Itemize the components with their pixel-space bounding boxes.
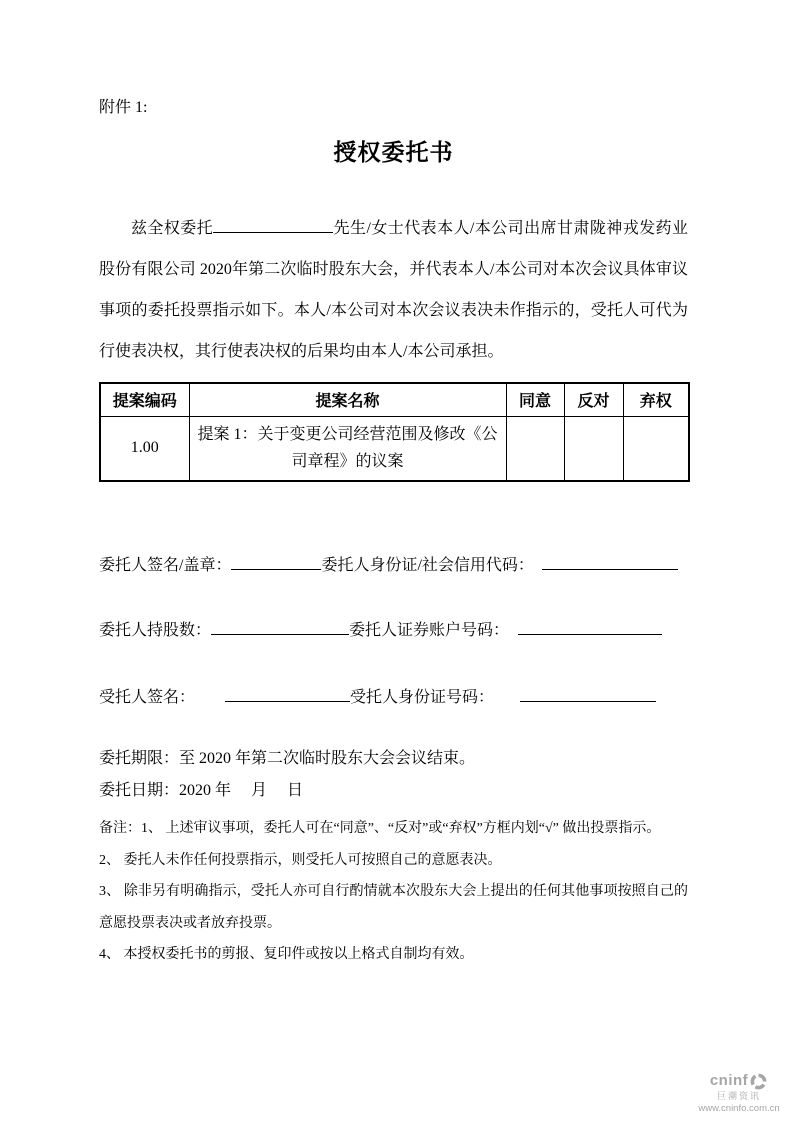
proxy-sign-blank [225,686,350,702]
cninfo-swirl-icon [749,1072,768,1091]
principal-id-blank [542,554,678,570]
col-header-abstain: 弃权 [623,383,689,416]
attachment-label: 附件 1: [99,99,148,116]
col-header-against: 反对 [564,383,623,416]
vote-agree-cell [506,416,564,481]
principal-name-blank [213,217,333,233]
principal-sign-blank [231,554,321,570]
proposal-name-cell: 提案 1：关于变更公司经营范围及修改《公司章程》的议案 [189,416,506,481]
principal-account-blank [518,619,662,635]
intro-paragraph [99,208,688,372]
cninfo-brand-text: 巨潮资讯 [716,1090,761,1101]
principal-shares-row [99,617,688,639]
col-header-agree: 同意 [506,383,564,416]
intro-lead-text: 兹全权委托 [131,220,214,237]
principal-sign-label: 委托人签名/盖章： [99,557,232,574]
proxy-signature-row [99,684,688,706]
principal-shares-label: 委托人持股数： [99,622,212,639]
principal-id-label: 委托人身份证/社会信用代码： [321,557,534,574]
table-header-row [100,383,689,416]
vote-abstain-cell [623,416,689,481]
note-item-2: 2、 委托人未作任何投票指示，则受托人可按照自己的意愿表决。 [99,852,502,868]
cninfo-watermark [691,1072,787,1114]
principal-signature-row [99,552,688,574]
note-item-1: 备注：1、 上述审议事项，委托人可在“同意”、“反对”或“弃权”方框内划“√” 做出投票指示。 [99,821,661,836]
proposal-vote-table [99,382,690,482]
proxy-period-line: 委托期限：至 2020 年第二次临时股东大会会议结束。 [99,750,476,767]
note-item-3: 3、 除非另有明确指示，受托人亦可自行酌情就本次股东大会上提出的任何其他事项按照自己的意愿投票表决或者放弃投票。 [99,884,688,931]
proxy-date-line: 委托日期：2020 年 月 日 [99,782,304,799]
col-header-proposal-code: 提案编码 [100,383,189,416]
cninfo-url-text: www.cninfo.com.cn [698,1102,780,1114]
vote-against-cell [564,416,623,481]
cninfo-logo-text: cninf [709,1071,749,1089]
intro-body-text: 先生/女士代表本人/本公司出席甘肃陇神戎发药业股份有限公司 2020年第二次临时股东大会，并代表本人/本公司对本次会议具体审议事项的委托投票指示如下。本人/本公司对本次会议表决未作指示的，受托人可代为行使表决权，其行使表决权的后果均由本人/本公司承担。 [99,220,688,360]
page-title: 授权委托书 [333,140,454,165]
principal-shares-blank [211,619,349,635]
proxy-sign-label: 受托人签名： [99,689,196,706]
table-row [100,416,689,481]
notes-section [99,813,688,971]
proxy-id-label: 受托人身份证号码： [350,689,495,706]
principal-account-label: 委托人证券账户号码： [349,622,510,639]
document-content [99,98,688,971]
cninfo-logo-row [691,1072,787,1091]
col-header-proposal-name: 提案名称 [189,383,506,416]
proposal-code-cell: 1.00 [100,416,189,481]
proxy-id-blank [520,686,656,702]
note-item-4: 4、 本授权委托书的剪报、复印件或按以上格式自制均有效。 [99,947,474,962]
